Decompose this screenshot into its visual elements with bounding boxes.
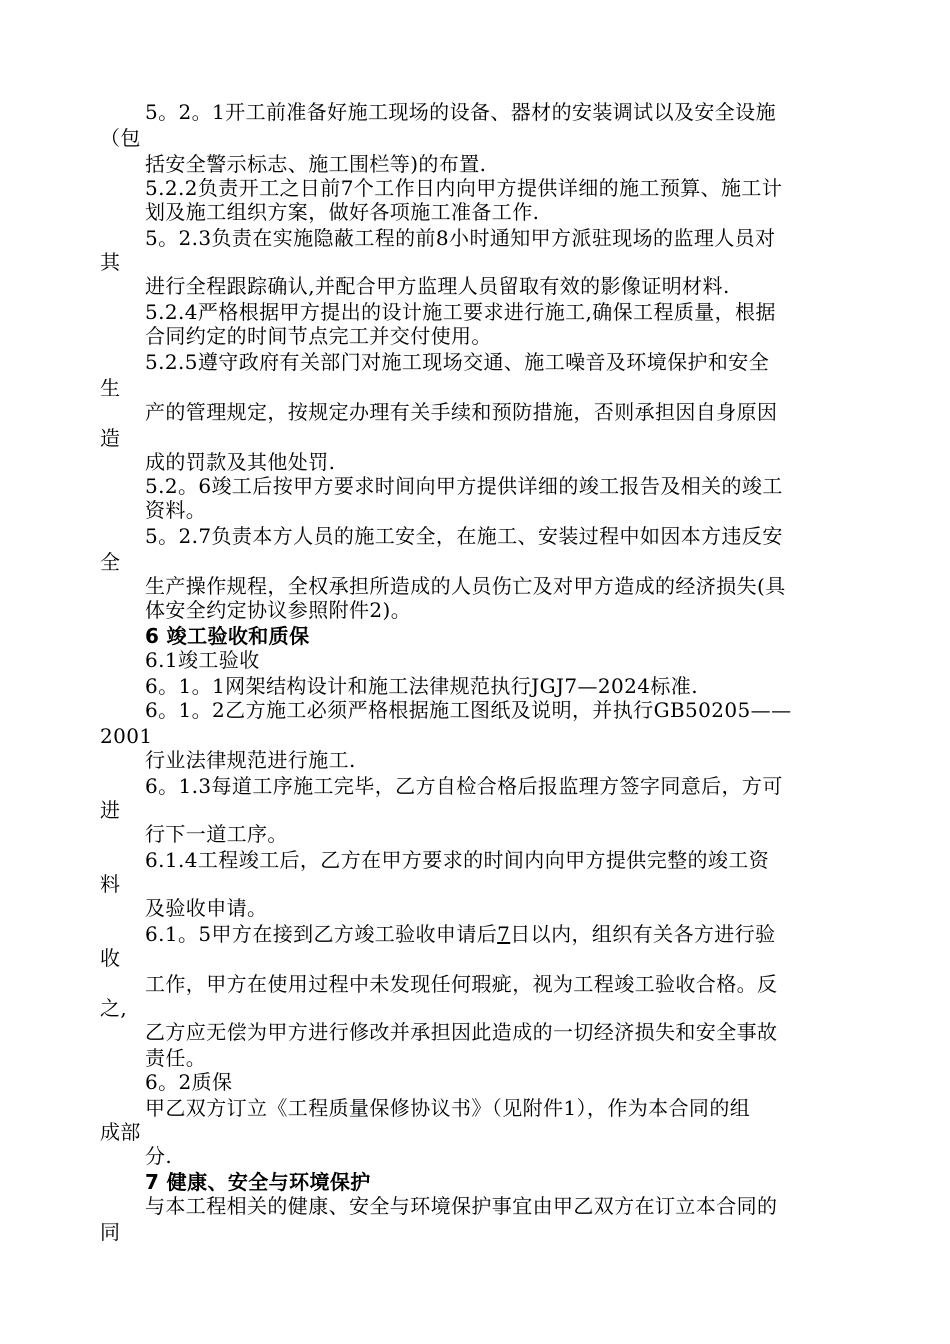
text-line: 进行全程跟踪确认,并配合甲方监理人员留取有效的影像证明材料. xyxy=(145,274,730,298)
text-line: 行业法律规范进行施工. xyxy=(145,748,356,772)
text-line: 造 xyxy=(100,426,121,450)
text-line: 乙方应无偿为甲方进行修改并承担因此造成的一切经济损失和安全事故 xyxy=(145,1020,778,1044)
text-line: 与本工程相关的健康、安全与环境保护事宜由甲乙双方在订立本合同的 xyxy=(145,1194,778,1218)
text-line xyxy=(145,922,775,946)
text-line: 责任。 xyxy=(145,1046,207,1070)
text-line: 进 xyxy=(100,798,121,822)
text-line: 5.2.4严格根据甲方提出的设计施工要求进行施工,确保工程质量，根据 xyxy=(145,300,776,324)
text-line: 同 xyxy=(100,1220,121,1244)
text-line: 6。1。2乙方施工必须严格根据施工图纸及说明，并执行GB50205—— xyxy=(145,698,792,722)
text-line: 合同约定的时间节点完工并交付使用。 xyxy=(145,324,492,348)
text-line: 资料。 xyxy=(145,498,207,522)
subsection-heading: 6.1竣工验收 xyxy=(145,648,260,672)
text-line: 生 xyxy=(100,376,121,400)
text-line: 成的罚款及其他处罚. xyxy=(145,450,336,474)
subsection-heading: 6。2质保 xyxy=(145,1070,233,1094)
text-line: 2001 xyxy=(100,724,153,748)
text-line: 其 xyxy=(100,250,121,274)
text-line: 体安全约定协议参照附件2)。 xyxy=(145,598,412,622)
text-line: 甲乙双方订立《工程质量保修协议书》（见附件1），作为本合同的组 xyxy=(145,1096,751,1120)
text-segment: 日以内，组织有关各方进行验 xyxy=(510,922,776,946)
text-line: 6。1.3每道工序施工完毕，乙方自检合格后报监理方签字同意后，方可 xyxy=(145,774,783,798)
text-line: 行下一道工序。 xyxy=(145,822,288,846)
text-line: 5.2。6竣工后按甲方要求时间向甲方提供详细的竣工报告及相关的竣工 xyxy=(145,474,783,498)
text-line: 产的管理规定，按规定办理有关手续和预防措施，否则承担因自身原因 xyxy=(145,400,778,424)
section-heading: 6 竣工验收和质保 xyxy=(145,624,310,648)
text-line: 之, xyxy=(100,996,128,1020)
text-line: 5.2.5遵守政府有关部门对施工现场交通、施工噪音及环境保护和安全 xyxy=(145,350,770,374)
text-line: 分. xyxy=(145,1144,173,1168)
section-heading: 7 健康、安全与环境保护 xyxy=(145,1170,371,1194)
text-line: 5。2.7负责本方人员的施工安全，在施工、安装过程中如因本方违反安 xyxy=(145,524,783,548)
text-line: 6.1.4工程竣工后，乙方在甲方要求的时间内向甲方提供完整的竣工资 xyxy=(145,848,770,872)
text-line: 成部 xyxy=(100,1120,141,1144)
text-line: 括安全警示标志、施工围栏等)的布置. xyxy=(145,152,487,176)
underlined-day-count: 7 xyxy=(497,922,511,946)
text-line: 划及施工组织方案，做好各项施工准备工作. xyxy=(145,200,540,224)
text-segment: 6.1。5甲方在接到乙方竣工验收申请后 xyxy=(145,922,498,946)
text-line: 工作，甲方在使用过程中未发现任何瑕疵，视为工程竣工验收合格。反 xyxy=(145,972,778,996)
text-line: 6。1。1网架结构设计和施工法律规范执行JGJ7—2024标准. xyxy=(145,674,698,698)
text-line: 5.2.2负责开工之日前7个工作日内向甲方提供详细的施工预算、施工计 xyxy=(145,176,783,200)
text-line: 全 xyxy=(100,550,121,574)
text-line: 5。2.3负责在实施隐蔽工程的前8小时通知甲方派驻现场的监理人员对 xyxy=(145,226,776,250)
text-line: 生产操作规程，全权承担所造成的人员伤亡及对甲方造成的经济损失(具 xyxy=(145,574,786,598)
text-line: 及验收申请。 xyxy=(145,896,268,920)
text-line: 5。2。1开工前准备好施工现场的设备、器材的安装调试以及安全设施 xyxy=(145,100,776,124)
text-line: 收 xyxy=(100,946,121,970)
text-line: 料 xyxy=(100,872,121,896)
text-line: （包 xyxy=(100,126,141,150)
